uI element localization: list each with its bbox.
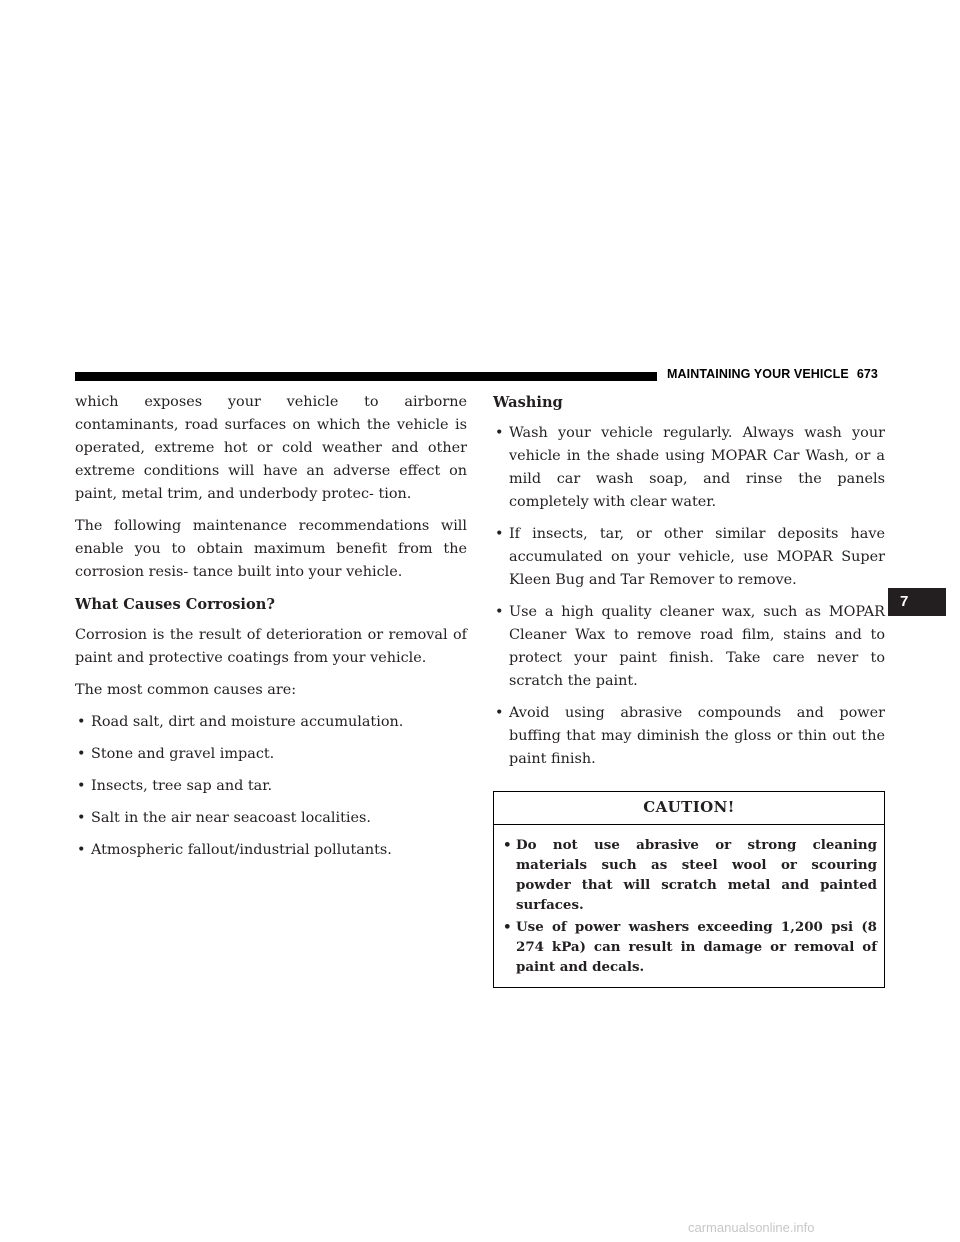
header-rule (75, 372, 657, 381)
list-item: • Wash your vehicle regularly. Always wash your vehicle in the shade using MOPAR Car Wash, or a mild car wash soap, and rinse the panels completely with clear water. (493, 422, 885, 514)
bullet-icon: • (495, 705, 504, 721)
bullet-icon: • (77, 714, 86, 730)
washing-list (493, 422, 885, 771)
watermark: carmanualsonline.info (688, 1220, 815, 1235)
paragraph: which exposes your vehicle to airborne contaminants, road surfaces on which the vehicle is operated, extreme hot or cold weather and other extreme conditions will have an adverse effect on paint, metal trim, and underbody protec- tion. (75, 394, 467, 502)
list-item: • Salt in the air near seacoast localities. (75, 807, 467, 830)
list-item: • Road salt, dirt and moisture accumulation. (75, 711, 467, 734)
chapter-tab: 7 (888, 588, 946, 616)
list-item: • Stone and gravel impact. (75, 743, 467, 766)
page-number: 673 (856, 367, 878, 381)
caution-title: CAUTION! (494, 792, 884, 825)
right-column (493, 391, 885, 988)
section-heading: Washing (493, 394, 563, 411)
caution-box (493, 791, 885, 988)
running-header (667, 367, 887, 381)
paragraph: Corrosion is the result of deterioration or removal of paint and protective coatings from your vehicle. (75, 627, 467, 666)
bullet-icon: • (77, 810, 86, 826)
list-item: • Do not use abrasive or strong cleaning materials such as steel wool or scouring powder that will scratch metal and painted surfaces. (503, 837, 877, 913)
causes-list (75, 711, 467, 862)
bullet-icon: • (495, 425, 504, 441)
section-title: MAINTAINING YOUR VEHICLE (667, 367, 849, 381)
bullet-icon: • (77, 778, 86, 794)
list-item: • If insects, tar, or other similar deposits have accumulated on your vehicle, use MOPAR Super Kleen Bug and Tar Remover to remove. (493, 523, 885, 592)
bullet-icon: • (503, 837, 512, 853)
bullet-icon: • (77, 746, 86, 762)
left-column (75, 391, 467, 871)
paragraph: The following maintenance recommendations will enable you to obtain maximum benefit from the corrosion resis- tance built into your vehicle. (75, 518, 467, 580)
section-heading: What Causes Corrosion? (75, 596, 275, 613)
bullet-icon: • (495, 526, 504, 542)
list-item: • Use of power washers exceeding 1,200 psi (8 274 kPa) can result in damage or removal of paint and decals. (503, 919, 877, 975)
bullet-icon: • (495, 604, 504, 620)
caution-list (494, 825, 884, 987)
paragraph: The most common causes are: (75, 682, 297, 698)
list-item: • Atmospheric fallout/industrial pollutants. (75, 839, 467, 862)
list-item: • Insects, tree sap and tar. (75, 775, 467, 798)
bullet-icon: • (503, 919, 512, 935)
list-item: • Avoid using abrasive compounds and power buffing that may diminish the gloss or thin out the paint finish. (493, 702, 885, 771)
bullet-icon: • (77, 842, 86, 858)
list-item: • Use a high quality cleaner wax, such as MOPAR Cleaner Wax to remove road film, stains and to protect your paint finish. Take care never to scratch the paint. (493, 601, 885, 693)
